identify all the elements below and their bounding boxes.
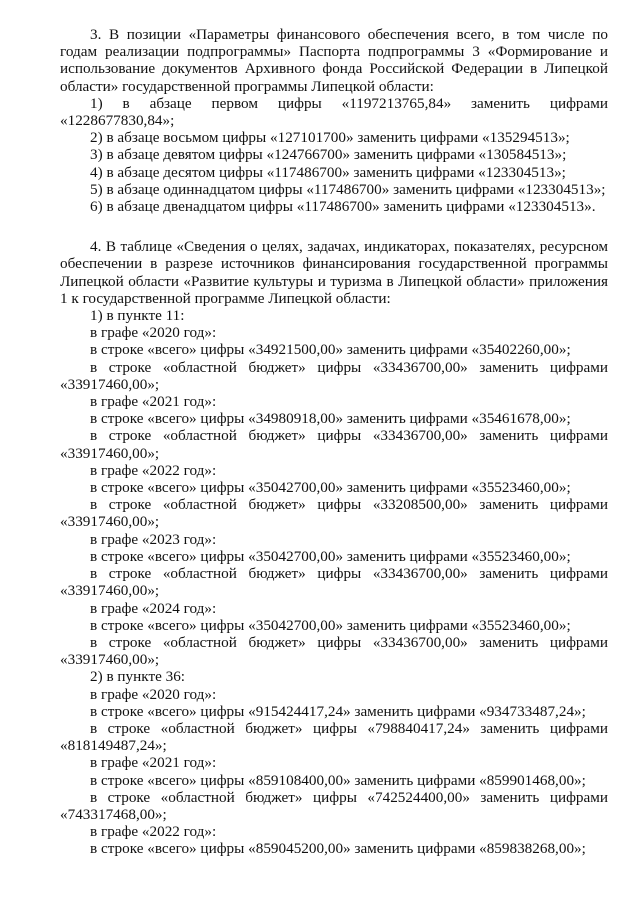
point-11-grafa-2022: в графе «2022 год»: (90, 461, 217, 479)
point-36-grafa-2020: в графе «2020 год»: (90, 685, 217, 703)
section-4-intro: 4. В таблице «Сведения о целях, задачах, индикаторах, показателях, ресурсном обеспечении в разрезе источников финансирования государственной программы Липецкой области «Развитие культуры и туризма в Липецкой области» приложения 1 к государственной программе Липецкой области: (60, 238, 608, 307)
section-3-item-1: 1) в абзаце первом цифры «1197213765,84» заменить цифрами «1228677830,84»; (60, 94, 608, 130)
point-36-heading: 2) в пункте 36: (90, 668, 186, 686)
point-11-2021-regional: в строке «областной бюджет» цифры «33436700,00» заменить цифрами «33917460,00»; (60, 427, 608, 462)
point-36-2020-regional: в строке «областной бюджет» цифры «798840417,24» заменить цифрами «818149487,24»; (60, 719, 608, 755)
point-11-grafa-2020: в графе «2020 год»: (90, 324, 217, 342)
point-36-2021-regional: в строке «областной бюджет» цифры «742524400,00» заменить цифрами «743317468,00»; (60, 788, 608, 823)
section-3-item-3: 3) в абзаце девятом цифры «124766700» заменить цифрами «130584513»; (90, 146, 567, 164)
section-3-intro: 3. В позиции «Параметры финансового обеспечения всего, в том числе по годам реализации подпрограммы» Паспорта подпрограммы 3 «Формирование и использование документов Архивного фонда Российской Федерации в Липецкой области» государственной программы Липецкой области: (60, 26, 608, 95)
section-3-item-2: 2) в абзаце восьмом цифры «127101700» заменить цифрами «135294513»; (90, 129, 570, 147)
point-11-grafa-2023: в графе «2023 год»: (90, 530, 217, 548)
section-3-item-6: 6) в абзаце двенадцатом цифры «117486700» заменить цифрами «123304513». (90, 198, 596, 216)
point-11-2024-regional: в строке «областной бюджет» цифры «33436700,00» заменить цифрами «33917460,00»; (60, 633, 608, 669)
point-11-2024-total: в строке «всего» цифры «35042700,00» заменить цифрами «35523460,00»; (90, 616, 571, 634)
paragraph-gap (60, 215, 608, 238)
point-11-2021-total: в строке «всего» цифры «34980918,00» заменить цифрами «35461678,00»; (90, 410, 571, 428)
point-36-grafa-2022: в графе «2022 год»: (90, 823, 217, 841)
point-11-grafa-2024: в графе «2024 год»: (90, 599, 217, 617)
point-11-2023-total: в строке «всего» цифры «35042700,00» заменить цифрами «35523460,00»; (90, 547, 571, 565)
point-11-2020-regional: в строке «областной бюджет» цифры «33436700,00» заменить цифрами «33917460,00»; (60, 358, 608, 393)
point-11-grafa-2021: в графе «2021 год»: (90, 393, 217, 411)
section-3-item-4: 4) в абзаце десятом цифры «117486700» заменить цифрами «123304513»; (90, 163, 566, 181)
section-3-item-5: 5) в абзаце одиннадцатом цифры «117486700» заменить цифрами «123304513»; (90, 180, 606, 198)
point-11-2023-regional: в строке «областной бюджет» цифры «33436700,00» заменить цифрами «33917460,00»; (60, 565, 608, 600)
point-36-2021-total: в строке «всего» цифры «859108400,00» заменить цифрами «859901468,00»; (90, 771, 586, 789)
point-36-grafa-2021: в графе «2021 год»: (90, 754, 217, 772)
point-11-2022-total: в строке «всего» цифры «35042700,00» заменить цифрами «35523460,00»; (90, 479, 571, 497)
point-11-2022-regional: в строке «областной бюджет» цифры «33208500,00» заменить цифрами «33917460,00»; (60, 496, 608, 531)
document-page (60, 26, 608, 858)
point-11-heading: 1) в пункте 11: (90, 307, 185, 325)
point-11-2020-total: в строке «всего» цифры «34921500,00» заменить цифрами «35402260,00»; (90, 341, 571, 359)
point-36-2020-total: в строке «всего» цифры «915424417,24» заменить цифрами «934733487,24»; (90, 702, 586, 720)
point-36-2022-total: в строке «всего» цифры «859045200,00» заменить цифрами «859838268,00»; (90, 840, 586, 858)
